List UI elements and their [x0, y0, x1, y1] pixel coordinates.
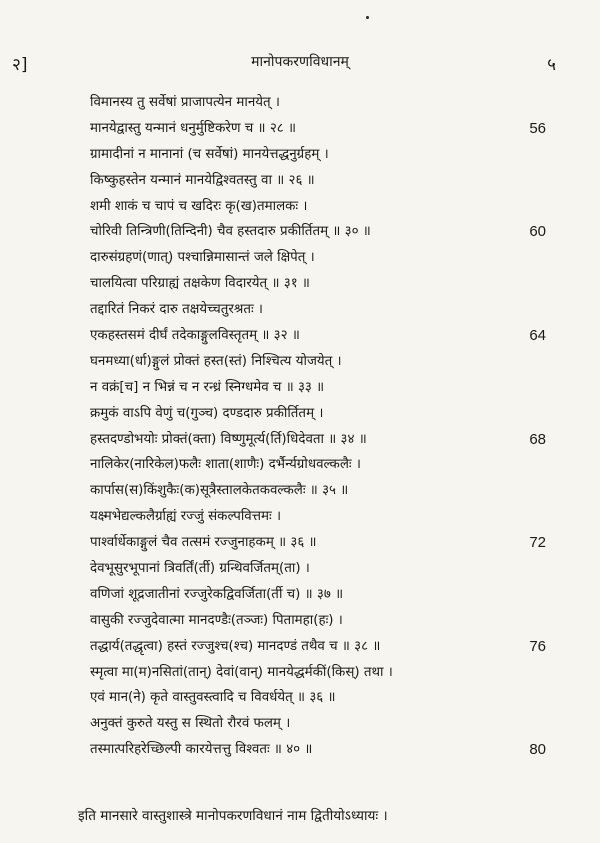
- verse-text: किष्कुहस्तेन यन्मानं मानयेद्विश्वतस्तु वा ॥ २६ ॥: [90, 172, 315, 188]
- verse-text: घनमध्या(र्धा)ङ्गुलं प्रोक्तं हस्त(स्तं) निश्चित्य योजयेत् ।: [90, 353, 342, 369]
- verse-line: [90, 582, 580, 608]
- verse-text: ग्रामादीनां न मानानां (च सर्वेषां) मानयेत्तद्धनुर्ग्रहम् ।: [90, 146, 329, 162]
- verse-line: [90, 608, 580, 634]
- verse-text: शमी शाकं च चापं च खदिरः कृ(ख)तमालकः ।: [90, 198, 308, 214]
- verse-text: स्मृत्वा मा(म)नसितां(तान्) देवां(वान्) मानयेद्धर्मकीं(किस्) तथा ।: [90, 664, 393, 680]
- verse-text: न वक्रं[च] न भिन्नं च न रन्ध्रं स्निग्धमेव च ॥ ३३ ॥: [90, 379, 325, 395]
- verse-line: [90, 349, 580, 375]
- verse-line: [90, 427, 580, 453]
- verse-line: [90, 504, 580, 530]
- verse-line: [90, 737, 580, 763]
- verse-text: एवं मान(ने) कृते वास्तुवस्त्वादि च विवर्धयेत् ॥ ३६ ॥: [90, 690, 336, 706]
- verse-line: [90, 168, 580, 194]
- header-page-number-left: २]: [12, 55, 28, 75]
- verse-line: [90, 245, 580, 271]
- verse-line: [90, 452, 580, 478]
- verse-block: [90, 90, 580, 763]
- verse-text: तद्दारितं निकरं दारु तक्षयेच्चतुरश्रतः ।: [90, 302, 263, 318]
- verse-line: [90, 90, 580, 116]
- verse-line: [90, 401, 580, 427]
- verse-text: कार्पास(स)किंशुकैः(क)सूत्रैस्तालकेतकवल्कलैः ॥ ३५ ॥: [90, 483, 349, 499]
- line-number: 80: [529, 741, 546, 759]
- verse-text: चालयित्वा परिग्राह्यं तक्षकेण विदारयेत् ॥ ३१ ॥: [90, 276, 310, 292]
- header-page-number-right: ५: [547, 55, 556, 75]
- verse-text: एकहस्तसमं दीर्घं तदेकाङ्गुलविस्तृतम् ॥ ३२ ॥: [90, 328, 300, 344]
- verse-line: [90, 530, 580, 556]
- verse-line: [90, 219, 580, 245]
- verse-text: क्रमुकं वाऽपि वेणुं च(गुञ्च) दण्डदारु प्रकीर्तितम् ।: [90, 405, 324, 421]
- running-title: मानोपकरणविधानम्: [251, 54, 349, 70]
- verse-text: पार्श्वार्धेकाङ्गुलं चैव तत्समं रज्जुनाहकम् ॥ ३६ ॥: [90, 535, 317, 551]
- verse-line: [90, 375, 580, 401]
- verse-text: दारुसंग्रहणं(णात्) पश्चान्निमासान्तं जले क्षिपेत् ।: [90, 250, 315, 266]
- verse-line: [90, 271, 580, 297]
- verse-line: [90, 634, 580, 660]
- verse-line: [90, 323, 580, 349]
- verse-line: [90, 478, 580, 504]
- verse-text: मानयेद्वास्तु यन्मानं धनुर्मुष्टिकरेण च ॥ २८ ॥: [90, 120, 297, 136]
- chapter-colophon: इति मानसारे वास्तुशास्त्रे मानोपकरणविधानं नाम द्वितीयोऽध्यायः ।: [78, 808, 388, 824]
- verse-text: तस्मात्परिहरेच्छिल्पी कारयेत्तत्तु विश्वतः ॥ ४० ॥: [90, 742, 313, 758]
- verse-text: देवभूसुरभूपानां त्रिवर्तिं(र्ती) ग्रन्थिवर्जितम्(ता) ।: [90, 561, 310, 577]
- verse-text: अनुक्तं कुरुते यस्तु स स्थितो रौरवं फलम् ।: [90, 716, 291, 732]
- verse-line: [90, 194, 580, 220]
- verse-text: हस्तदण्डोभयोः प्रोक्तं(क्ता) विष्णुमूर्त्य(र्ति)धिदेवता ॥ ३४ ॥: [90, 431, 367, 447]
- verse-line: [90, 297, 580, 323]
- verse-text: यक्ष्मभेद्यल्कलैर्ग्राह्यं रज्जुं संकल्पवित्तमः ।: [90, 509, 282, 525]
- verse-line: [90, 116, 580, 142]
- line-number: 76: [529, 637, 546, 655]
- line-number: 60: [529, 223, 546, 241]
- verse-text: चोरिवी तिन्त्रिणी(तिन्दिनी) चैव हस्तदारु प्रकीर्तितम् ॥ ३० ॥: [90, 224, 371, 240]
- verse-line: [90, 660, 580, 686]
- verse-text: तद्धार्य(तद्धृत्वा) हस्तं रज्जुश्च(श्च) मानदण्डं तथैव च ॥ ३८ ॥: [90, 638, 381, 654]
- line-number: 64: [529, 327, 546, 345]
- verse-line: [90, 711, 580, 737]
- verse-text: वणिजां शूद्रजातीनां रज्जुरेकद्विवर्जिता(र्ती च) ॥ ३७ ॥: [90, 586, 344, 602]
- verse-text: विमानस्य तु सर्वेषां प्राजापत्येन मानयेत् ।: [90, 95, 280, 110]
- verse-text: वासुकी रज्जुदेवात्मा मानदण्डैः(तञ्जः) पितामहा(हः) ।: [90, 612, 343, 628]
- verse-line: [90, 685, 580, 711]
- verse-line: [90, 556, 580, 582]
- line-number: 56: [529, 119, 546, 137]
- verse-text: नालिकेर(नारिकेल)फलैः शाता(शाणैः) दर्भैर्न्यग्रोधवल्कलैः ।: [90, 457, 361, 473]
- print-speck: [366, 16, 369, 19]
- line-number: 68: [529, 430, 546, 448]
- verse-line: [90, 142, 580, 168]
- line-number: 72: [529, 534, 546, 552]
- page-header: [0, 52, 600, 76]
